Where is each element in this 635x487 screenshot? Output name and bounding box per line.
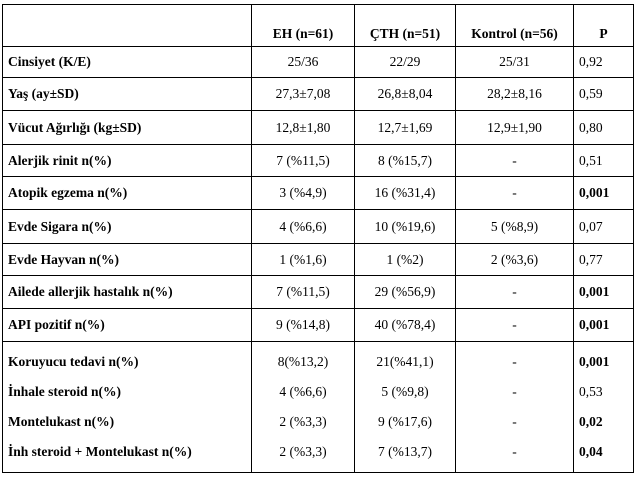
group-line-eh: 2 (%3,3)	[279, 444, 327, 459]
group-line-p: 0,001	[579, 354, 610, 369]
cell-p: 0,001	[574, 177, 634, 210]
grouped-row	[3, 342, 634, 473]
group-line-p: 0,04	[579, 444, 603, 459]
cell-kontrol: 25/31	[456, 47, 574, 78]
cell-eh: 7 (%11,5)	[252, 145, 355, 177]
cell-p: 0,77	[574, 244, 634, 276]
cell-p: 0,59	[574, 78, 634, 111]
cell-cth: 29 (%56,9)	[355, 276, 456, 309]
header-empty	[3, 5, 252, 47]
row-label: Ailede allerjik hastalık n(%)	[3, 276, 252, 309]
table-row	[3, 47, 634, 78]
row-label: Yaş (ay±SD)	[3, 78, 252, 111]
group-line-kontrol: -	[512, 444, 517, 459]
table-row	[3, 309, 634, 342]
group-line-eh: 2 (%3,3)	[279, 414, 327, 429]
group-line-label: Montelukast n(%)	[8, 414, 115, 429]
group-line-p: 0,02	[579, 414, 603, 429]
group-line-cth: 9 (%17,6)	[378, 414, 432, 429]
cell-kontrol: -	[456, 276, 574, 309]
cell-p: 0,07	[574, 210, 634, 244]
cell-cth: 8 (%15,7)	[355, 145, 456, 177]
cell-cth: 10 (%19,6)	[355, 210, 456, 244]
group-line-p: 0,53	[579, 384, 603, 399]
cell-eh: 3 (%4,9)	[252, 177, 355, 210]
cell-eh: 7 (%11,5)	[252, 276, 355, 309]
group-line-label: İnhale steroid n(%)	[8, 384, 122, 399]
cell-eh: 12,8±1,80	[252, 111, 355, 145]
table-row	[3, 276, 634, 309]
header-row	[3, 5, 634, 47]
cell-cth: 40 (%78,4)	[355, 309, 456, 342]
group-line-label: İnh steroid + Montelukast n(%)	[8, 444, 192, 459]
cell-p: 0,80	[574, 111, 634, 145]
cell-eh: 9 (%14,8)	[252, 309, 355, 342]
group-p-cell	[574, 342, 634, 473]
cell-kontrol: 2 (%3,6)	[456, 244, 574, 276]
table-row	[3, 177, 634, 210]
group-kontrol-cell	[456, 342, 574, 473]
group-label-cell	[3, 342, 252, 473]
cell-kontrol: 12,9±1,90	[456, 111, 574, 145]
cell-p: 0,51	[574, 145, 634, 177]
cell-cth: 22/29	[355, 47, 456, 78]
row-label: Atopik egzema n(%)	[3, 177, 252, 210]
group-line-cth: 21(%41,1)	[376, 354, 434, 369]
cell-p: 0,001	[574, 309, 634, 342]
table-row	[3, 78, 634, 111]
row-label: Evde Hayvan n(%)	[3, 244, 252, 276]
cell-eh: 27,3±7,08	[252, 78, 355, 111]
cell-kontrol: 5 (%8,9)	[456, 210, 574, 244]
row-label: Evde Sigara n(%)	[3, 210, 252, 244]
comparison-table	[2, 4, 634, 473]
row-label: Vücut Ağırlığı (kg±SD)	[3, 111, 252, 145]
cell-eh: 25/36	[252, 47, 355, 78]
header-cth: ÇTH (n=51)	[355, 5, 456, 47]
cell-eh: 4 (%6,6)	[252, 210, 355, 244]
group-line-kontrol: -	[512, 414, 517, 429]
group-line-cth: 5 (%9,8)	[381, 384, 429, 399]
row-label: Cinsiyet (K/E)	[3, 47, 252, 78]
cell-cth: 26,8±8,04	[355, 78, 456, 111]
cell-kontrol: 28,2±8,16	[456, 78, 574, 111]
cell-p: 0,001	[574, 276, 634, 309]
group-cth-cell	[355, 342, 456, 473]
table-row	[3, 244, 634, 276]
cell-kontrol: -	[456, 145, 574, 177]
table-row	[3, 145, 634, 177]
header-eh: EH (n=61)	[252, 5, 355, 47]
cell-kontrol: -	[456, 309, 574, 342]
cell-p: 0,92	[574, 47, 634, 78]
group-line-kontrol: -	[512, 354, 517, 369]
cell-cth: 16 (%31,4)	[355, 177, 456, 210]
group-line-cth: 7 (%13,7)	[378, 444, 432, 459]
header-kontrol: Kontrol (n=56)	[456, 5, 574, 47]
group-eh-cell	[252, 342, 355, 473]
cell-kontrol: -	[456, 177, 574, 210]
group-line-kontrol: -	[512, 384, 517, 399]
row-label: Alerjik rinit n(%)	[3, 145, 252, 177]
row-label: API pozitif n(%)	[3, 309, 252, 342]
group-line-label: Koruyucu tedavi n(%)	[8, 354, 139, 369]
header-p: P	[574, 5, 634, 47]
cell-eh: 1 (%1,6)	[252, 244, 355, 276]
cell-cth: 1 (%2)	[355, 244, 456, 276]
cell-cth: 12,7±1,69	[355, 111, 456, 145]
group-line-eh: 8(%13,2)	[277, 354, 329, 369]
table-row	[3, 210, 634, 244]
table-row	[3, 111, 634, 145]
group-line-eh: 4 (%6,6)	[279, 384, 327, 399]
